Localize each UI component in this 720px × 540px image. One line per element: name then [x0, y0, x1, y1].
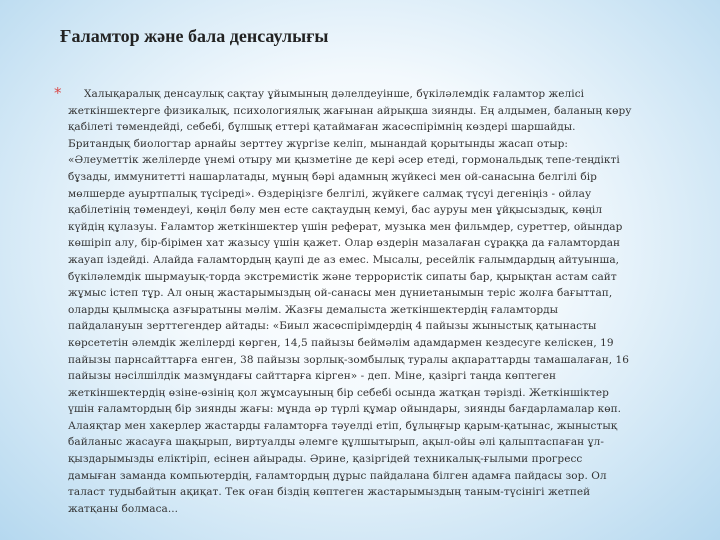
body-line: «Әлеуметтік желілерде үнемі отыру ми қызметіне де кері әсер етеді, гормональдық тепе-теңдікті [68, 154, 620, 167]
body-line: байланыс жасауға шақырып, виртуалды әлемге құлшытырып, ақыл-ойы әлі қалыптаспаған ұл- [68, 436, 604, 449]
body-line: пайдалануын зерттегендер айтады: «Биыл жасөспірімдердің 4 пайызы жыныстық қатынасты [68, 320, 597, 333]
body-line: үшін ғаламтордың бір зиянды жағы: мұнда әр түрлі құмар ойындары, зиянды бағдарламалар көп. [68, 403, 622, 416]
body-line: күйдің құлазуы. Ғаламтор жеткіншектер үшін реферат, музыка мен фильмдер, суреттер, ойындар [68, 220, 623, 233]
body-line: жеткіншектердің өзіне-өзінің қол жұмсауының бір себебі осында жатқан тәрізді. Жеткіншіктер [68, 386, 609, 399]
body-paragraph [68, 86, 664, 517]
body-line: таласт тудыбайтын ақиқат. Тек оған біздің көптеген жастарымыздың таным-түсінігі жетпей [68, 486, 591, 499]
body-line: Алаяқтар мен хакерлер жастарды ғаламторға тәуелді етіп, бұлыңғыр қарым-қатынас, жыныстық [68, 419, 618, 432]
body-line: жатқаны болмаса... [68, 502, 179, 515]
body-line: қыздарымызды еліктіріп, есінен айырады. Әрине, қазіргідей техникалық-ғылыми прогресс [68, 453, 583, 466]
body-line: пайызы парнсайттарға енген, 38 пайызы зорлық-зомбылық туралы ақпараттарды тамашалаған, 16 [68, 353, 630, 366]
slide-title: Ғаламтор және бала денсаулығы [60, 26, 329, 46]
body-line: Британдық биологтар арнайы зерттеу жүргізе келіп, мынандай қорытынды жасап отыр: [68, 137, 569, 150]
body-line: мөлшерде ауыртпалық түсіреді». Өздеріңізге белгілі, жүйкеге салмақ түсуі дегеніңіз - ойлау [68, 187, 592, 200]
body-line: көрсететін әлемдік желілерді көрген, 14,5 пайызы беймәлім адамдармен кездесуге келіскен, 19 [68, 336, 614, 349]
body-line: жауап іздейді. Алайда ғаламтордың қаупі де аз емес. Мысалы, ресейлік ғалымдардың айтуынша, [68, 253, 620, 266]
body-line: бүкіләлемдік шырмауық-торда экстремистік және террористік сипаты бар, қырықтан астам сайт [68, 270, 617, 283]
body-line: бұзады, иммунитетті нашарлатады, мұның бәрі адамның жүйкесі мен ой-санасына белгілі бір [68, 170, 597, 183]
body-line: жеткіншектерге физикалық, психологиялық жағынан айрықша зиянды. Ең алдымен, баланың көру [68, 104, 632, 117]
body-line: қабілеті төмендейді, себебі, бұлшық еттері қатаймаған жасөспірімнің көздері шаршайды. [68, 121, 576, 134]
body-line: қабілетінің төмендеуі, көңіл бөлу мен есте сақтаудың кемуі, бас ауруы мен ұйқысыздық, көңіл [68, 204, 603, 217]
body-line: көшіріп алу, бір-бірімен хат жазысу үшін қажет. Олар өздерін мазалаған сұраққа да ғаламтордан [68, 237, 621, 250]
body-line: дамыған заманда компьютердің, ғаламтордың дұрыс пайдалана білген адамға пайдасы зор. Ол [68, 469, 607, 482]
body-line: Халықаралық денсаулық сақтау ұйымының дәлелдеуінше, бүкіләлемдік ғаламтор желісі [84, 88, 585, 100]
body-line: оларды қылмысқа азғыратыны мәлім. Жазғы демалыста жеткіншектердің ғаламторды [68, 303, 559, 316]
body-line: пайызы нәсілшілдік мазмұндағы сайттарға кірген» - деп. Міне, қазіргі таңда көптеген [68, 370, 557, 383]
bullet-marker: * [54, 84, 62, 102]
body-line: жұмыс істеп тұр. Ал оның жастарымыздың ой-санасы мен дүниетанымын теріс жолға бағыттап, [68, 287, 613, 300]
